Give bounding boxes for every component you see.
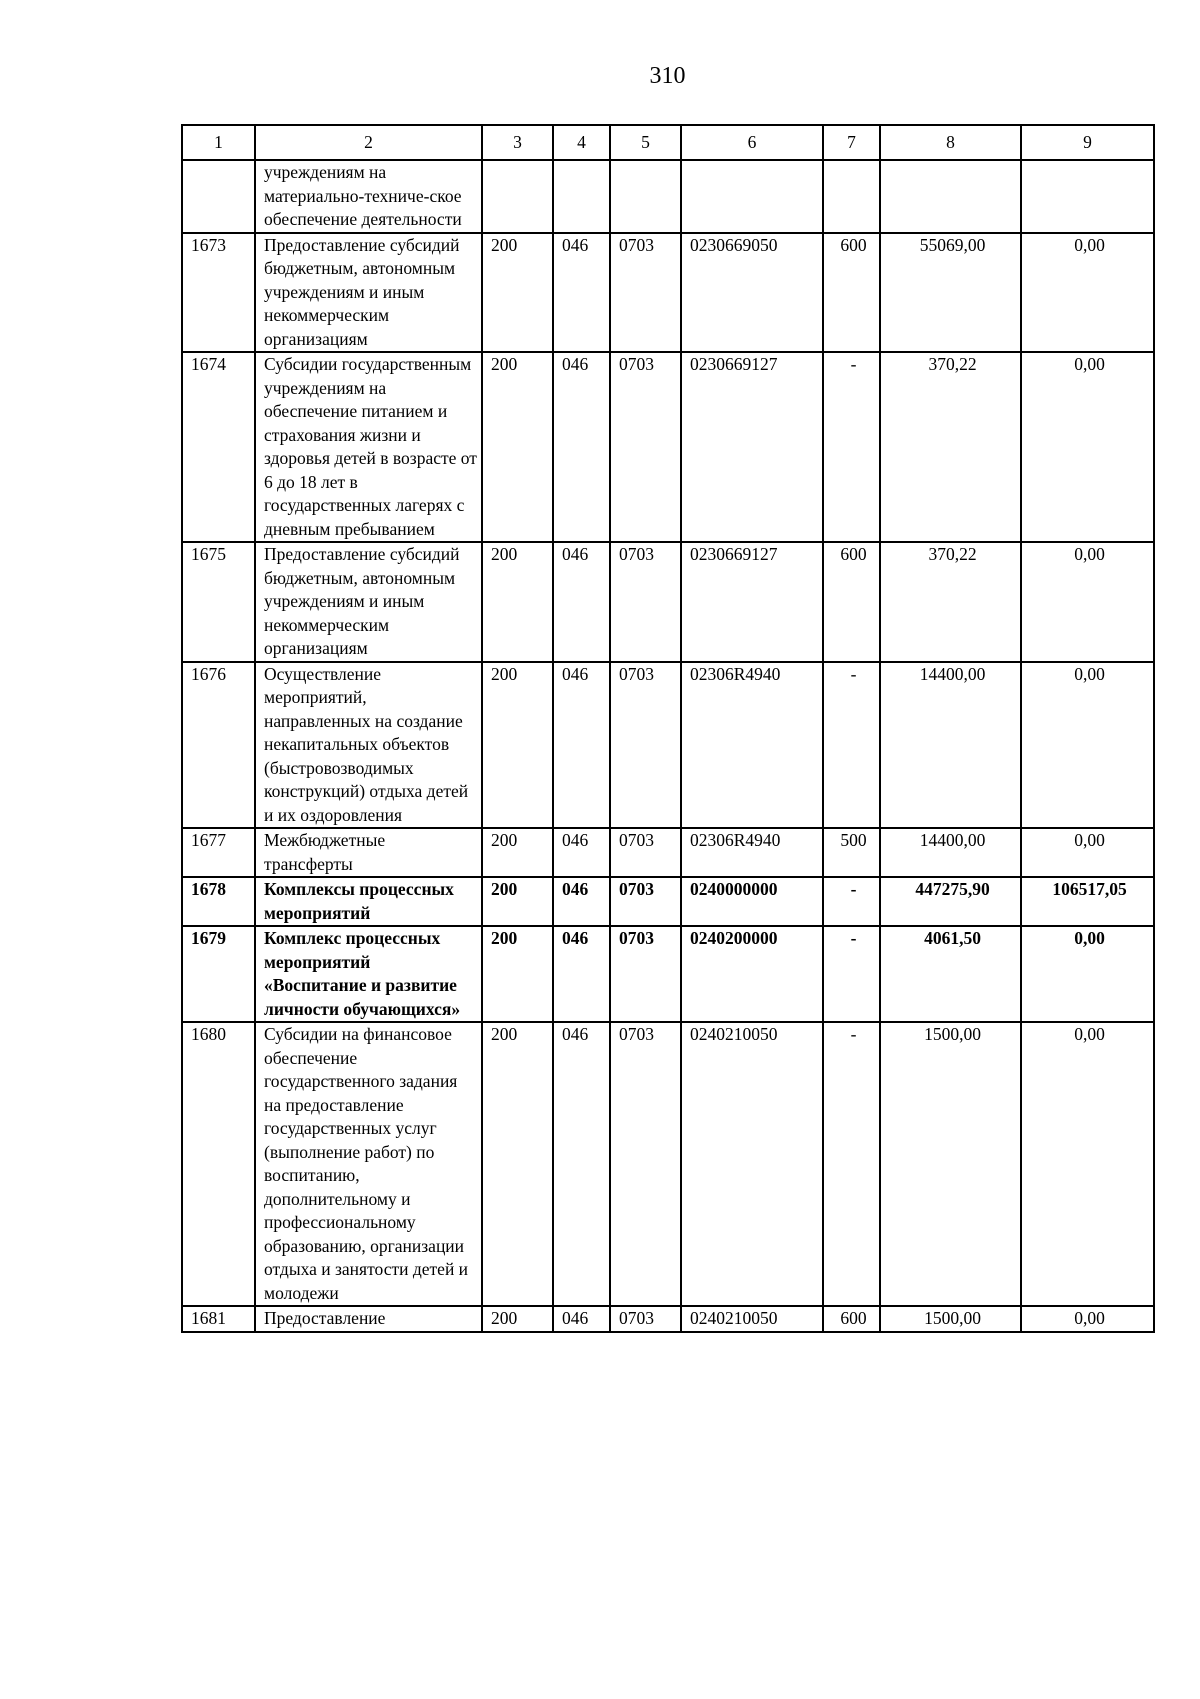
code-col-3 bbox=[482, 160, 553, 233]
row-description: Субсидии государственным учреждениям на обеспечение питанием и страхования жизни и здоровья детей в возрасте от 6 до 18 лет в государственных лагерях с дневным пребыванием bbox=[255, 352, 482, 542]
code-col-7: 500 bbox=[823, 828, 880, 877]
amount-col-9: 0,00 bbox=[1021, 1306, 1154, 1332]
row-description: Осуществление мероприятий, направленных на создание некапитальных объектов (быстровозводимых конструкций) отдыха детей и их оздоровления bbox=[255, 662, 482, 829]
code-col-4: 046 bbox=[553, 877, 610, 926]
code-col-4: 046 bbox=[553, 352, 610, 542]
code-col-5: 0703 bbox=[610, 662, 681, 829]
code-col-3: 200 bbox=[482, 662, 553, 829]
amount-col-8: 370,22 bbox=[880, 352, 1021, 542]
code-col-5: 0703 bbox=[610, 877, 681, 926]
code-col-7: - bbox=[823, 877, 880, 926]
table-row bbox=[182, 926, 1154, 1022]
code-col-7: - bbox=[823, 926, 880, 1022]
code-col-3: 200 bbox=[482, 352, 553, 542]
row-number: 1680 bbox=[182, 1022, 255, 1306]
header-cell: 8 bbox=[880, 125, 1021, 160]
code-col-3: 200 bbox=[482, 1306, 553, 1332]
row-description: Субсидии на финансовое обеспечение государственного задания на предоставление государственных услуг (выполнение работ) по воспитанию, дополнительному и профессиональному образованию, организации отдыха и занятости детей и молодежи bbox=[255, 1022, 482, 1306]
row-number: 1677 bbox=[182, 828, 255, 877]
code-col-4: 046 bbox=[553, 828, 610, 877]
amount-col-8 bbox=[880, 160, 1021, 233]
budget-table bbox=[181, 124, 1155, 1333]
table-row bbox=[182, 877, 1154, 926]
amount-col-9 bbox=[1021, 160, 1154, 233]
code-col-6: 0230669127 bbox=[681, 542, 823, 662]
page-number: 310 bbox=[649, 63, 686, 89]
header-cell: 9 bbox=[1021, 125, 1154, 160]
code-col-3: 200 bbox=[482, 828, 553, 877]
code-col-4: 046 bbox=[553, 1306, 610, 1332]
amount-col-9: 0,00 bbox=[1021, 542, 1154, 662]
code-col-7: 600 bbox=[823, 233, 880, 353]
amount-col-8: 1500,00 bbox=[880, 1306, 1021, 1332]
row-number: 1679 bbox=[182, 926, 255, 1022]
header-cell: 3 bbox=[482, 125, 553, 160]
code-col-4: 046 bbox=[553, 1022, 610, 1306]
code-col-5: 0703 bbox=[610, 233, 681, 353]
header-cell: 4 bbox=[553, 125, 610, 160]
code-col-6: 0240000000 bbox=[681, 877, 823, 926]
row-description: Предоставление субсидий бюджетным, автономным учреждениям и иным некоммерческим организациям bbox=[255, 233, 482, 353]
header-cell: 1 bbox=[182, 125, 255, 160]
amount-col-9: 0,00 bbox=[1021, 352, 1154, 542]
amount-col-8: 14400,00 bbox=[880, 828, 1021, 877]
code-col-5: 0703 bbox=[610, 926, 681, 1022]
header-row bbox=[182, 125, 1154, 160]
code-col-4: 046 bbox=[553, 926, 610, 1022]
code-col-3: 200 bbox=[482, 233, 553, 353]
code-col-6: 0230669050 bbox=[681, 233, 823, 353]
table-row bbox=[182, 828, 1154, 877]
code-col-5 bbox=[610, 160, 681, 233]
row-number: 1673 bbox=[182, 233, 255, 353]
code-col-5: 0703 bbox=[610, 828, 681, 877]
header-cell: 5 bbox=[610, 125, 681, 160]
table-row bbox=[182, 233, 1154, 353]
amount-col-9: 0,00 bbox=[1021, 926, 1154, 1022]
code-col-6: 0240210050 bbox=[681, 1022, 823, 1306]
code-col-6: 02306R4940 bbox=[681, 828, 823, 877]
amount-col-8: 370,22 bbox=[880, 542, 1021, 662]
code-col-6: 0230669127 bbox=[681, 352, 823, 542]
amount-col-8: 447275,90 bbox=[880, 877, 1021, 926]
code-col-3: 200 bbox=[482, 542, 553, 662]
amount-col-8: 55069,00 bbox=[880, 233, 1021, 353]
row-number: 1674 bbox=[182, 352, 255, 542]
table-row bbox=[182, 662, 1154, 829]
table-row bbox=[182, 160, 1154, 233]
code-col-3: 200 bbox=[482, 1022, 553, 1306]
code-col-5: 0703 bbox=[610, 1306, 681, 1332]
code-col-3: 200 bbox=[482, 926, 553, 1022]
code-col-7: - bbox=[823, 662, 880, 829]
code-col-4: 046 bbox=[553, 542, 610, 662]
row-description: Предоставление субсидий бюджетным, автономным учреждениям и иным некоммерческим организациям bbox=[255, 542, 482, 662]
code-col-5: 0703 bbox=[610, 352, 681, 542]
table-row bbox=[182, 1306, 1154, 1332]
header-cell: 6 bbox=[681, 125, 823, 160]
row-number: 1675 bbox=[182, 542, 255, 662]
amount-col-9: 0,00 bbox=[1021, 1022, 1154, 1306]
code-col-4: 046 bbox=[553, 233, 610, 353]
code-col-7: 600 bbox=[823, 542, 880, 662]
code-col-7 bbox=[823, 160, 880, 233]
code-col-7: - bbox=[823, 352, 880, 542]
table-row bbox=[182, 352, 1154, 542]
amount-col-8: 1500,00 bbox=[880, 1022, 1021, 1306]
code-col-6: 02306R4940 bbox=[681, 662, 823, 829]
code-col-7: - bbox=[823, 1022, 880, 1306]
code-col-7: 600 bbox=[823, 1306, 880, 1332]
row-description: Предоставление bbox=[255, 1306, 482, 1332]
amount-col-8: 14400,00 bbox=[880, 662, 1021, 829]
row-number: 1681 bbox=[182, 1306, 255, 1332]
code-col-5: 0703 bbox=[610, 1022, 681, 1306]
code-col-3: 200 bbox=[482, 877, 553, 926]
code-col-4 bbox=[553, 160, 610, 233]
code-col-6 bbox=[681, 160, 823, 233]
table-body bbox=[182, 160, 1154, 1332]
row-description: Межбюджетные трансферты bbox=[255, 828, 482, 877]
row-description: учреждениям на материально-техниче-ское обеспечение деятельности bbox=[255, 160, 482, 233]
code-col-6: 0240200000 bbox=[681, 926, 823, 1022]
table-row bbox=[182, 542, 1154, 662]
amount-col-9: 0,00 bbox=[1021, 233, 1154, 353]
row-number bbox=[182, 160, 255, 233]
row-description: Комплекс процессных мероприятий «Воспитание и развитие личности обучающихся» bbox=[255, 926, 482, 1022]
row-number: 1676 bbox=[182, 662, 255, 829]
code-col-5: 0703 bbox=[610, 542, 681, 662]
amount-col-9: 0,00 bbox=[1021, 662, 1154, 829]
row-number: 1678 bbox=[182, 877, 255, 926]
row-description: Комплексы процессных мероприятий bbox=[255, 877, 482, 926]
code-col-6: 0240210050 bbox=[681, 1306, 823, 1332]
header-cell: 7 bbox=[823, 125, 880, 160]
amount-col-9: 106517,05 bbox=[1021, 877, 1154, 926]
amount-col-9: 0,00 bbox=[1021, 828, 1154, 877]
header-cell: 2 bbox=[255, 125, 482, 160]
table-row bbox=[182, 1022, 1154, 1306]
code-col-4: 046 bbox=[553, 662, 610, 829]
amount-col-8: 4061,50 bbox=[880, 926, 1021, 1022]
